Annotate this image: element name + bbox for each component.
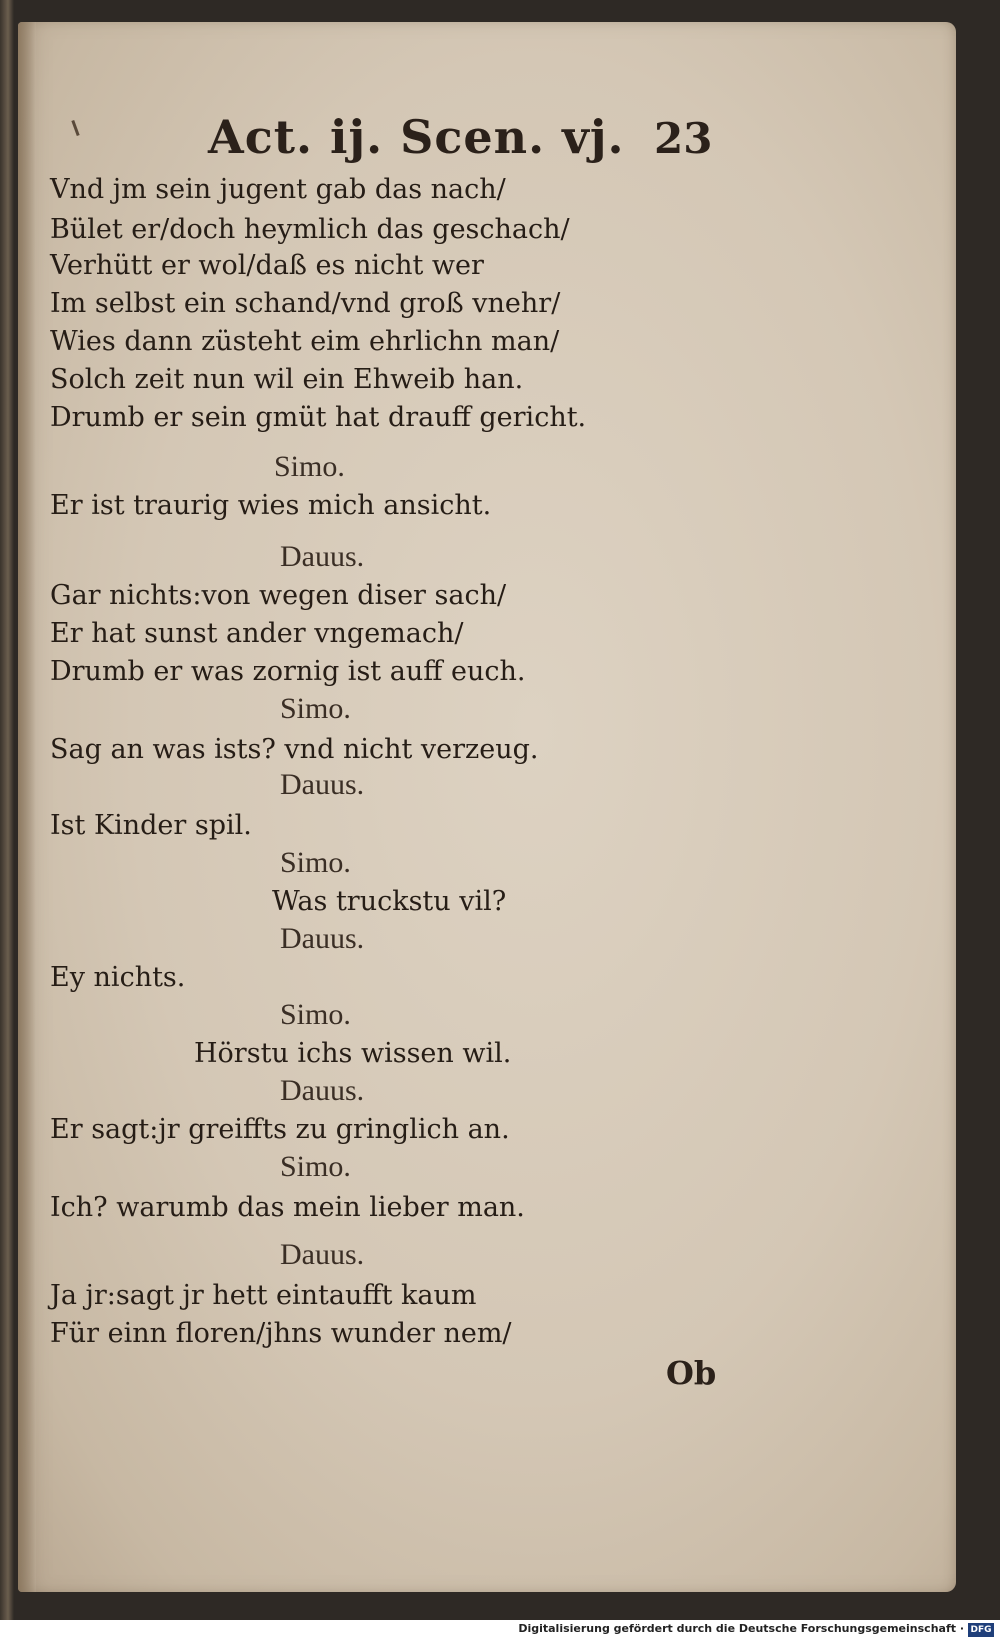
verse-line: Drumb er sein gmüt hat drauff gericht. [50, 402, 587, 433]
speaker-name: Dauus. [280, 540, 365, 573]
ink-mark [71, 120, 79, 136]
verse-line: Sag an was ists? vnd nicht verzeug. [50, 734, 539, 765]
speaker-name: Simo. [280, 692, 351, 725]
funding-credit: Digitalisierung gefördert durch die Deutsche Forschungsgemeinschaft · [518, 1622, 964, 1635]
verse-line: Drumb er was zornig ist auff euch. [50, 656, 526, 687]
verse-line: Für einn floren/jhns wunder nem/ [50, 1318, 512, 1349]
verse-line: Ich? warumb das mein lieber man. [50, 1192, 525, 1223]
verse-line: Bület er/doch heymlich das geschach/ [50, 214, 570, 245]
speaker-name: Dauus. [280, 1074, 365, 1107]
verse-line: Hörstu ichs wissen wil. [194, 1038, 512, 1069]
verse-line: Im selbst ein schand/vnd groß vnehr/ [50, 288, 561, 319]
speaker-name: Simo. [280, 998, 351, 1031]
verse-line: Wies dann züsteht eim ehrlichn man/ [50, 326, 560, 357]
dfg-logo: DFG [968, 1623, 994, 1637]
speaker-name: Simo. [274, 450, 345, 483]
verse-line: Er ist traurig wies mich ansicht. [50, 490, 492, 521]
paper-page [18, 22, 956, 1592]
page-number: 23 [654, 114, 713, 163]
verse-line: Was truckstu vil? [272, 886, 507, 917]
speaker-name: Dauus. [280, 1238, 365, 1271]
digitization-footer [0, 1620, 1000, 1641]
catchword: Ob [666, 1354, 717, 1392]
speaker-name: Simo. [280, 846, 351, 879]
running-title: Act. ij. Scen. vj. [208, 110, 625, 164]
speaker-name: Dauus. [280, 922, 365, 955]
verse-line: Ey nichts. [50, 962, 186, 993]
speaker-name: Dauus. [280, 768, 365, 801]
verse-line: Gar nichts:von wegen diser sach/ [50, 580, 507, 611]
verse-line: Solch zeit nun wil ein Ehweib han. [50, 364, 524, 395]
verse-line: Er hat sunst ander vngemach/ [50, 618, 464, 649]
verse-line: Ist Kinder spil. [50, 810, 252, 841]
page-binding-edge [18, 22, 36, 1592]
verse-line: Ja jr:sagt jr hett eintaufft kaum [50, 1280, 477, 1311]
verse-line: Vnd jm sein jugent gab das nach/ [50, 174, 506, 205]
speaker-name: Simo. [280, 1150, 351, 1183]
verse-line: Er sagt:jr greiffts zu gringlich an. [50, 1114, 510, 1145]
verse-line: Verhütt er wol/daß es nicht wer [50, 250, 484, 281]
